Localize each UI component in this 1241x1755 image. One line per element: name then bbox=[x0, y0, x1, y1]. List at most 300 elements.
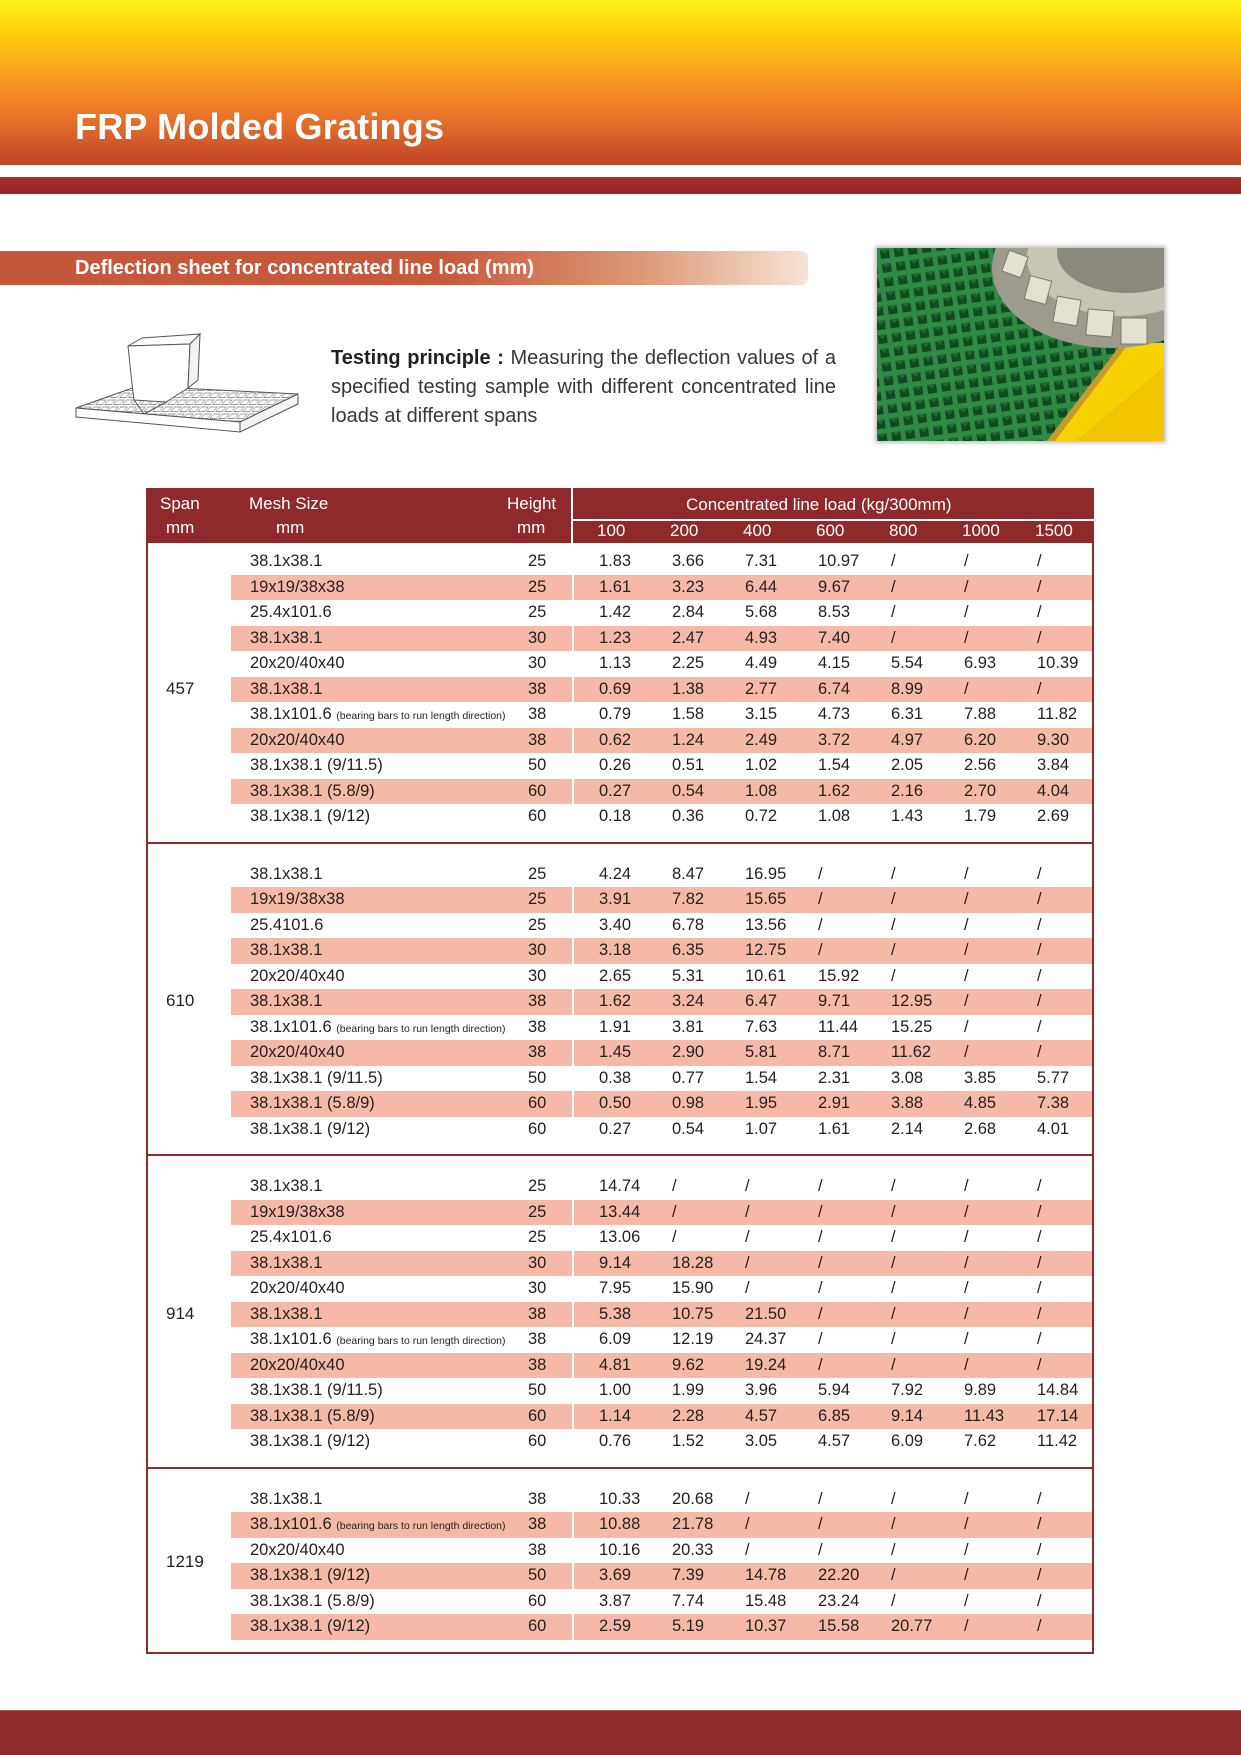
deflection-cell-600: 3.72 bbox=[818, 730, 851, 749]
deflection-cell-600: / bbox=[818, 890, 823, 908]
table-row bbox=[231, 549, 1092, 575]
deflection-cell-100: 0.18 bbox=[599, 807, 632, 825]
deflection-cell-400: 6.47 bbox=[745, 992, 778, 1010]
deflection-cell-400: 2.49 bbox=[745, 730, 778, 749]
deflection-cell-1000: 6.20 bbox=[964, 730, 997, 749]
deflection-cell-800: / bbox=[891, 552, 896, 570]
table-row bbox=[231, 728, 1092, 754]
mesh-size-cell bbox=[250, 1429, 370, 1455]
deflection-cell-200: 3.24 bbox=[672, 992, 705, 1010]
header-load-600: 600 bbox=[816, 521, 845, 540]
deflection-cell-200: 0.51 bbox=[672, 756, 705, 774]
deflection-cell-400: / bbox=[745, 1228, 750, 1246]
mesh-size-value: 38.1x38.1 (5.8/9) bbox=[250, 1406, 375, 1425]
table-row bbox=[231, 626, 1092, 652]
mesh-size-value: 20x20/40x40 bbox=[250, 1355, 345, 1374]
deflection-cell-800: / bbox=[891, 864, 896, 883]
mesh-size-cell bbox=[250, 651, 345, 677]
deflection-cell-600: 15.92 bbox=[818, 966, 860, 985]
deflection-cell-100: 2.65 bbox=[599, 966, 632, 985]
mesh-size-note: (bearing bars to run length direction) bbox=[336, 1022, 506, 1035]
mesh-size-cell bbox=[250, 1327, 506, 1355]
deflection-cell-100: 0.69 bbox=[599, 679, 632, 698]
deflection-cell-400: 3.96 bbox=[745, 1381, 778, 1399]
deflection-cell-400: 1.02 bbox=[745, 756, 778, 774]
deflection-cell-1000: / bbox=[964, 1591, 969, 1610]
deflection-cell-800: / bbox=[891, 966, 896, 985]
header-load-400: 400 bbox=[743, 521, 772, 540]
mesh-size-value: 19x19/38x38 bbox=[250, 577, 345, 596]
deflection-cell-600: / bbox=[818, 1279, 823, 1297]
deflection-cell-600: 4.57 bbox=[818, 1432, 851, 1450]
deflection-cell-400: 5.81 bbox=[745, 1043, 778, 1061]
deflection-cell-100: 7.95 bbox=[599, 1279, 632, 1297]
height-cell: 25 bbox=[528, 864, 547, 883]
deflection-cell-1000: / bbox=[964, 966, 969, 985]
deflection-cell-800: 7.92 bbox=[891, 1381, 924, 1399]
deflection-cell-400: / bbox=[745, 1489, 750, 1508]
height-cell: 60 bbox=[528, 1406, 547, 1425]
deflection-cell-100: 0.27 bbox=[599, 781, 632, 800]
deflection-cell-600: 11.44 bbox=[818, 1017, 859, 1036]
table-row bbox=[231, 677, 1092, 703]
deflection-cell-1500: 10.39 bbox=[1037, 654, 1079, 672]
deflection-cell-800: / bbox=[891, 941, 896, 959]
deflection-cell-400: 3.15 bbox=[745, 705, 778, 723]
deflection-cell-800: / bbox=[891, 1515, 896, 1533]
header-load-100: 100 bbox=[597, 521, 626, 540]
height-cell: 25 bbox=[528, 915, 547, 934]
section-banner bbox=[0, 251, 808, 285]
deflection-cell-1000: / bbox=[964, 603, 969, 621]
deflection-cell-1000: / bbox=[964, 1489, 969, 1508]
mesh-size-cell bbox=[250, 1015, 506, 1043]
mesh-size-value: 38.1x38.1 bbox=[250, 1177, 323, 1195]
deflection-cell-1500: / bbox=[1037, 992, 1042, 1010]
deflection-cell-1500: 7.38 bbox=[1037, 1094, 1070, 1112]
mesh-size-value: 20x20/40x40 bbox=[250, 654, 345, 672]
deflection-cell-1000: / bbox=[964, 679, 969, 698]
deflection-cell-100: 1.62 bbox=[599, 992, 632, 1010]
deflection-cell-800: 9.14 bbox=[891, 1406, 924, 1425]
header-load-group: Concentrated line load (kg/300mm) bbox=[686, 495, 952, 514]
table-row bbox=[231, 1429, 1092, 1455]
deflection-cell-200: 5.19 bbox=[672, 1617, 705, 1635]
deflection-cell-1500: 17.14 bbox=[1037, 1406, 1079, 1425]
mesh-size-cell bbox=[250, 964, 345, 990]
deflection-cell-1500: / bbox=[1037, 1279, 1042, 1297]
deflection-cell-1000: / bbox=[964, 992, 969, 1010]
mesh-size-value: 38.1x38.1 bbox=[250, 1489, 323, 1508]
deflection-cell-1000: / bbox=[964, 1330, 969, 1348]
deflection-cell-1000: / bbox=[964, 1228, 969, 1246]
mesh-size-cell bbox=[250, 887, 345, 913]
deflection-cell-1000: / bbox=[964, 1515, 969, 1533]
table-row bbox=[231, 575, 1092, 601]
deflection-cell-400: 6.44 bbox=[745, 577, 778, 596]
height-cell: 38 bbox=[528, 1304, 547, 1323]
deflection-cell-200: 8.47 bbox=[672, 864, 705, 883]
header-load-800: 800 bbox=[889, 521, 918, 540]
table-row bbox=[231, 1200, 1092, 1226]
mesh-size-value: 38.1x38.1 (9/12) bbox=[250, 1617, 371, 1635]
deflection-cell-800: / bbox=[891, 1330, 896, 1348]
deflection-cell-400: / bbox=[745, 1540, 750, 1559]
deflection-cell-200: 0.36 bbox=[672, 807, 705, 825]
span-group-610 bbox=[146, 844, 1094, 1157]
deflection-cell-200: 5.31 bbox=[672, 966, 705, 985]
mesh-size-value: 38.1x38.1 (9/12) bbox=[250, 807, 371, 825]
deflection-cell-400: 7.31 bbox=[745, 552, 778, 570]
deflection-cell-200: 6.35 bbox=[672, 941, 705, 959]
height-cell: 60 bbox=[528, 807, 547, 825]
table-row bbox=[231, 1066, 1092, 1092]
deflection-cell-100: 14.74 bbox=[599, 1177, 641, 1195]
mesh-size-value: 19x19/38x38 bbox=[250, 1202, 345, 1221]
deflection-cell-800: / bbox=[891, 1566, 896, 1584]
deflection-cell-800: / bbox=[891, 1253, 896, 1272]
deflection-cell-600: 1.62 bbox=[818, 781, 851, 800]
deflection-cell-400: / bbox=[745, 1177, 750, 1195]
mesh-size-value: 38.1x38.1 bbox=[250, 941, 323, 959]
deflection-cell-400: 15.48 bbox=[745, 1591, 787, 1610]
deflection-cell-600: 7.40 bbox=[818, 628, 851, 647]
height-cell: 38 bbox=[528, 1043, 547, 1061]
deflection-cell-600: 5.94 bbox=[818, 1381, 851, 1399]
height-cell: 38 bbox=[528, 1489, 547, 1508]
deflection-cell-200: 1.24 bbox=[672, 730, 705, 749]
mesh-size-cell bbox=[250, 913, 323, 939]
deflection-cell-1500: / bbox=[1037, 1253, 1042, 1272]
deflection-cell-1500: 11.42 bbox=[1037, 1432, 1078, 1450]
deflection-cell-1500: / bbox=[1037, 1566, 1042, 1584]
deflection-cell-200: / bbox=[672, 1228, 677, 1246]
height-cell: 38 bbox=[528, 730, 547, 749]
deflection-cell-1500: 3.84 bbox=[1037, 756, 1070, 774]
testing-principle-label: Testing principle : bbox=[331, 347, 504, 369]
deflection-cell-1000: 7.62 bbox=[964, 1432, 997, 1450]
height-cell: 50 bbox=[528, 756, 547, 774]
deflection-cell-200: 1.38 bbox=[672, 679, 705, 698]
deflection-cell-800: 1.43 bbox=[891, 807, 924, 825]
header-load-200: 200 bbox=[670, 521, 699, 540]
deflection-cell-1500: / bbox=[1037, 628, 1042, 647]
deflection-cell-1500: / bbox=[1037, 577, 1042, 596]
deflection-cell-1500: / bbox=[1037, 1617, 1042, 1635]
mesh-size-cell bbox=[250, 728, 345, 754]
deflection-cell-1500: / bbox=[1037, 1202, 1042, 1221]
deflection-cell-1000: 6.93 bbox=[964, 654, 997, 672]
deflection-cell-600: 8.53 bbox=[818, 603, 851, 621]
mesh-size-cell bbox=[250, 1117, 370, 1143]
span-value: 610 bbox=[166, 991, 195, 1010]
mesh-size-cell bbox=[250, 626, 322, 652]
height-cell: 38 bbox=[528, 705, 547, 723]
deflection-cell-200: 0.54 bbox=[672, 1119, 705, 1138]
deflection-cell-1500: 14.84 bbox=[1037, 1381, 1079, 1399]
deflection-cell-600: 23.24 bbox=[818, 1591, 860, 1610]
deflection-cell-200: 15.90 bbox=[672, 1279, 714, 1297]
mesh-size-cell bbox=[250, 1302, 322, 1328]
deflection-cell-1500: / bbox=[1037, 1489, 1042, 1508]
mesh-size-cell bbox=[250, 1353, 345, 1379]
deflection-table bbox=[146, 488, 1094, 1654]
height-cell: 60 bbox=[528, 1094, 547, 1112]
mesh-size-cell bbox=[250, 938, 322, 964]
deflection-cell-800: / bbox=[891, 1228, 896, 1246]
deflection-cell-1500: / bbox=[1037, 1330, 1042, 1348]
deflection-cell-200: / bbox=[672, 1202, 677, 1221]
mesh-size-value: 38.1x38.1 bbox=[250, 552, 323, 570]
deflection-cell-100: 0.38 bbox=[599, 1068, 632, 1087]
mesh-size-cell bbox=[250, 1378, 383, 1404]
mesh-size-value: 38.1x38.1 bbox=[250, 628, 323, 647]
mesh-size-value: 38.1x38.1 (9/11.5) bbox=[250, 1381, 383, 1399]
table-row bbox=[231, 1589, 1092, 1615]
mesh-size-cell bbox=[250, 549, 322, 575]
deflection-cell-1000: 2.56 bbox=[964, 756, 997, 774]
deflection-cell-800: 5.54 bbox=[891, 654, 924, 672]
deflection-cell-200: 18.28 bbox=[672, 1253, 714, 1272]
deflection-cell-400: 4.93 bbox=[745, 628, 778, 647]
deflection-cell-400: 24.37 bbox=[745, 1330, 787, 1348]
deflection-cell-800: 2.05 bbox=[891, 756, 924, 774]
mesh-size-cell bbox=[250, 1225, 332, 1251]
table-row bbox=[231, 938, 1092, 964]
deflection-cell-800: 15.25 bbox=[891, 1017, 933, 1036]
mesh-size-value: 38.1x38.1 (9/12) bbox=[250, 1119, 371, 1138]
mesh-size-value: 38.1x38.1 (5.8/9) bbox=[250, 1591, 375, 1610]
deflection-cell-1000: / bbox=[964, 1202, 969, 1221]
deflection-cell-600: / bbox=[818, 941, 823, 959]
height-cell: 38 bbox=[528, 679, 547, 698]
deflection-cell-400: / bbox=[745, 1202, 750, 1221]
deflection-cell-1000: / bbox=[964, 577, 969, 596]
deflection-cell-600: 8.71 bbox=[818, 1043, 851, 1061]
deflection-cell-600: 2.31 bbox=[818, 1068, 851, 1087]
mesh-size-value: 20x20/40x40 bbox=[250, 966, 345, 985]
mesh-size-cell bbox=[250, 1040, 345, 1066]
deflection-cell-800: 2.14 bbox=[891, 1119, 924, 1138]
deflection-cell-100: 1.13 bbox=[599, 654, 632, 672]
deflection-cell-100: 4.81 bbox=[599, 1355, 632, 1374]
deflection-cell-400: 16.95 bbox=[745, 864, 787, 883]
deflection-cell-600: / bbox=[818, 1253, 823, 1272]
deflection-cell-400: 4.49 bbox=[745, 654, 778, 672]
table-row bbox=[231, 1091, 1092, 1117]
deflection-cell-1000: / bbox=[964, 941, 969, 959]
deflection-cell-400: 3.05 bbox=[745, 1432, 778, 1450]
mesh-size-value: 38.1x38.1 bbox=[250, 679, 323, 698]
mesh-size-value: 20x20/40x40 bbox=[250, 1279, 345, 1297]
deflection-cell-400: 1.08 bbox=[745, 781, 778, 800]
span-group-457 bbox=[146, 543, 1094, 844]
deflection-cell-1500: 11.82 bbox=[1037, 705, 1078, 723]
deflection-cell-400: 13.56 bbox=[745, 915, 787, 934]
table-row bbox=[231, 964, 1092, 990]
height-cell: 25 bbox=[528, 603, 547, 621]
deflection-cell-600: / bbox=[818, 1355, 823, 1374]
deflection-cell-800: 11.62 bbox=[891, 1043, 932, 1061]
deflection-cell-800: 4.97 bbox=[891, 730, 924, 749]
deflection-cell-1000: / bbox=[964, 1566, 969, 1584]
table-row bbox=[231, 1040, 1092, 1066]
deflection-cell-1500: / bbox=[1037, 890, 1042, 908]
deflection-cell-1000: / bbox=[964, 1043, 969, 1061]
deflection-cell-100: 3.18 bbox=[599, 941, 632, 959]
deflection-cell-1000: / bbox=[964, 1355, 969, 1374]
deflection-cell-100: 0.76 bbox=[599, 1432, 632, 1450]
mesh-size-cell bbox=[250, 1276, 345, 1302]
deflection-cell-800: 2.16 bbox=[891, 781, 924, 800]
height-cell: 25 bbox=[528, 890, 547, 908]
deflection-cell-400: 5.68 bbox=[745, 603, 778, 621]
deflection-cell-600: / bbox=[818, 1177, 823, 1195]
header-vertical-divider bbox=[571, 488, 573, 543]
mesh-size-value: 20x20/40x40 bbox=[250, 1540, 345, 1559]
deflection-cell-800: / bbox=[891, 1540, 896, 1559]
deflection-cell-1500: / bbox=[1037, 552, 1042, 570]
deflection-cell-1500: 5.77 bbox=[1037, 1068, 1070, 1087]
deflection-cell-1000: / bbox=[964, 1279, 969, 1297]
height-cell: 25 bbox=[528, 1228, 547, 1246]
deflection-cell-600: 4.73 bbox=[818, 705, 851, 723]
mesh-size-cell bbox=[250, 1538, 345, 1564]
mesh-size-value: 38.1x101.6 bbox=[250, 1017, 332, 1036]
deflection-cell-600: / bbox=[818, 1515, 823, 1533]
span-value: 1219 bbox=[166, 1552, 204, 1572]
deflection-cell-600: 22.20 bbox=[818, 1566, 860, 1584]
deflection-cell-200: 7.39 bbox=[672, 1566, 705, 1584]
height-cell: 50 bbox=[528, 1381, 547, 1399]
deflection-cell-400: 1.54 bbox=[745, 1068, 778, 1087]
mesh-size-value: 38.1x38.1 bbox=[250, 1304, 323, 1323]
mesh-size-cell bbox=[250, 1251, 322, 1277]
deflection-cell-600: 1.54 bbox=[818, 756, 851, 774]
deflection-cell-800: / bbox=[891, 915, 896, 934]
mesh-size-note: (bearing bars to run length direction) bbox=[336, 1335, 506, 1347]
deflection-cell-800: 3.08 bbox=[891, 1068, 924, 1087]
mesh-size-cell bbox=[250, 702, 506, 730]
height-cell: 25 bbox=[528, 577, 547, 596]
deflection-cell-400: 10.37 bbox=[745, 1617, 787, 1635]
deflection-cell-100: 1.61 bbox=[599, 577, 632, 596]
deflection-cell-600: / bbox=[818, 1540, 823, 1559]
deflection-cell-800: / bbox=[891, 603, 896, 621]
deflection-cell-600: / bbox=[818, 1202, 823, 1221]
deflection-cell-600: 6.74 bbox=[818, 679, 851, 698]
deflection-cell-200: 2.28 bbox=[672, 1406, 705, 1425]
table-row bbox=[231, 600, 1092, 626]
deflection-cell-1500: / bbox=[1037, 603, 1042, 621]
table-row bbox=[231, 913, 1092, 939]
deflection-cell-400: 0.72 bbox=[745, 807, 778, 825]
deflection-cell-1000: / bbox=[964, 1017, 969, 1036]
mesh-size-cell bbox=[250, 1404, 375, 1430]
table-row bbox=[231, 1538, 1092, 1564]
height-cell: 60 bbox=[528, 1591, 547, 1610]
deflection-cell-800: / bbox=[891, 1489, 896, 1508]
height-cell: 38 bbox=[528, 1017, 547, 1036]
deflection-cell-200: 0.54 bbox=[672, 781, 705, 800]
table-row bbox=[231, 1276, 1092, 1302]
deflection-cell-200: 3.81 bbox=[672, 1017, 705, 1036]
header-load-1000: 1000 bbox=[962, 521, 1000, 540]
mesh-size-value: 25.4x101.6 bbox=[250, 603, 332, 621]
deflection-cell-1000: 2.70 bbox=[964, 781, 997, 800]
header-divider-white bbox=[0, 165, 1241, 177]
deflection-cell-1000: / bbox=[964, 864, 969, 883]
mesh-size-cell bbox=[250, 779, 375, 805]
deflection-cell-200: 10.75 bbox=[672, 1304, 714, 1323]
deflection-cell-1000: / bbox=[964, 1540, 969, 1559]
span-group-1219 bbox=[146, 1469, 1094, 1654]
mesh-size-value: 38.1x38.1 (9/12) bbox=[250, 1432, 371, 1450]
deflection-cell-800: 8.99 bbox=[891, 679, 924, 698]
deflection-cell-400: 19.24 bbox=[745, 1355, 787, 1374]
table-row bbox=[231, 1563, 1092, 1589]
table-row bbox=[231, 753, 1092, 779]
deflection-cell-200: 7.74 bbox=[672, 1591, 705, 1610]
height-cell: 60 bbox=[528, 1119, 547, 1138]
deflection-cell-100: 13.06 bbox=[599, 1228, 641, 1246]
deflection-cell-600: 6.85 bbox=[818, 1406, 851, 1425]
span-value: 914 bbox=[166, 1303, 195, 1323]
mesh-size-value: 20x20/40x40 bbox=[250, 730, 345, 749]
mesh-size-cell bbox=[250, 1589, 375, 1615]
height-cell: 38 bbox=[528, 1540, 547, 1559]
deflection-cell-100: 13.44 bbox=[599, 1202, 641, 1221]
header-height-unit: mm bbox=[517, 518, 546, 537]
deflection-cell-600: / bbox=[818, 864, 823, 883]
height-cell: 30 bbox=[528, 654, 547, 672]
deflection-cell-800: / bbox=[891, 890, 896, 908]
deflection-cell-100: 1.23 bbox=[599, 628, 632, 647]
deflection-cell-1000: / bbox=[964, 1617, 969, 1635]
deflection-cell-600: 15.58 bbox=[818, 1617, 860, 1635]
deflection-cell-1500: / bbox=[1037, 864, 1042, 883]
height-cell: 38 bbox=[528, 992, 547, 1010]
height-cell: 25 bbox=[528, 552, 547, 570]
mesh-size-value: 38.1x38.1 (9/11.5) bbox=[250, 756, 383, 774]
mesh-size-cell bbox=[250, 575, 345, 601]
deflection-cell-1000: 9.89 bbox=[964, 1381, 997, 1399]
deflection-cell-100: 0.50 bbox=[599, 1094, 632, 1112]
table-row bbox=[231, 1225, 1092, 1251]
deflection-cell-600: / bbox=[818, 1228, 823, 1246]
deflection-cell-800: / bbox=[891, 1304, 896, 1323]
deflection-cell-600: / bbox=[818, 915, 823, 934]
mesh-size-cell bbox=[250, 804, 370, 830]
deflection-cell-1500: / bbox=[1037, 1355, 1042, 1374]
table-row bbox=[231, 862, 1092, 888]
deflection-cell-1500: 2.69 bbox=[1037, 807, 1070, 825]
deflection-cell-200: 1.58 bbox=[672, 705, 705, 723]
deflection-cell-200: 3.23 bbox=[672, 577, 705, 596]
mesh-size-value: 38.1x38.1 (9/11.5) bbox=[250, 1068, 383, 1087]
deflection-cell-200: 7.82 bbox=[672, 890, 705, 908]
deflection-cell-200: 3.66 bbox=[672, 552, 705, 570]
deflection-cell-800: / bbox=[891, 1202, 896, 1221]
deflection-cell-200: 2.25 bbox=[672, 654, 705, 672]
height-cell: 25 bbox=[528, 1202, 547, 1221]
table-row bbox=[231, 804, 1092, 830]
table-row bbox=[231, 1174, 1092, 1200]
page-header-banner bbox=[0, 0, 1241, 165]
page-footer-bar bbox=[0, 1710, 1241, 1755]
deflection-cell-1000: 2.68 bbox=[964, 1119, 997, 1138]
deflection-cell-200: 2.90 bbox=[672, 1043, 705, 1061]
